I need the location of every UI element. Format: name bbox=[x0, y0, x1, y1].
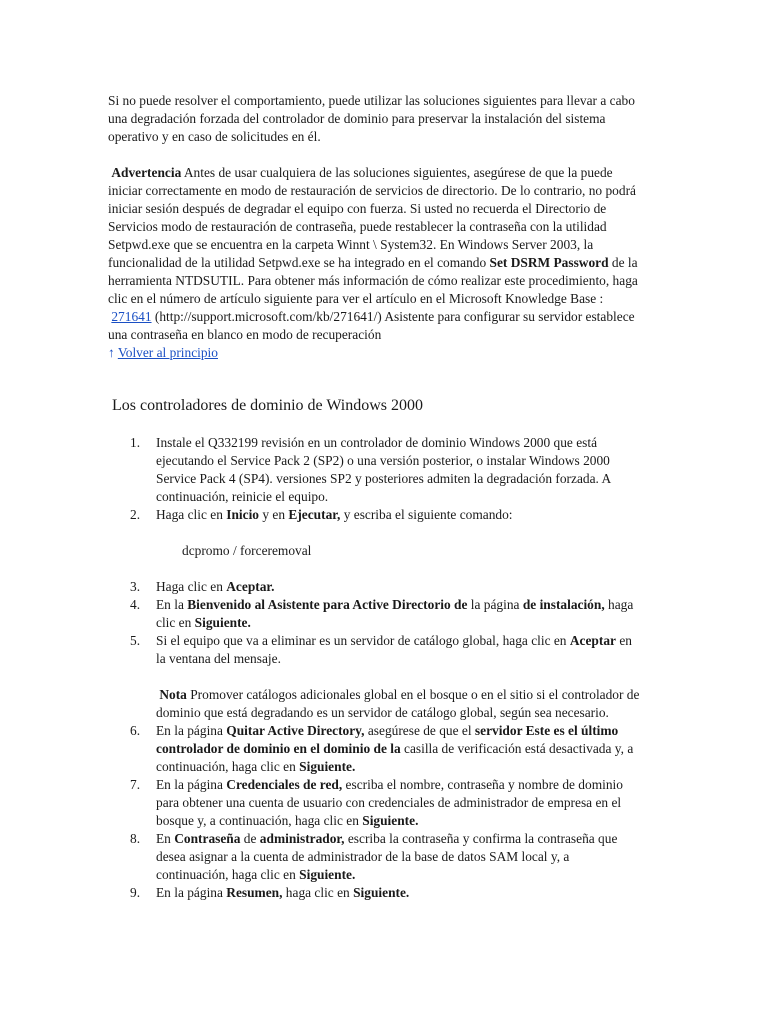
step-text: escriba el nombre, contraseña y nombre de dominio para obtener una cuenta de usuario con credenciales de administrador de empresa en el bosque y, a continuación, haga clic en bbox=[156, 777, 623, 828]
step-text: Haga clic en bbox=[156, 579, 227, 594]
steps-list bbox=[130, 434, 640, 902]
step-bold: Aceptar bbox=[569, 633, 616, 648]
step-text: Instale el Q332199 revisión en un controlador de dominio Windows 2000 que está ejecutando el Service Pack 2 (SP2) o una versión posterior, o instalar Windows 2000 Service Pack 4 (SP4). versiones SP2 y posteriores admiten la degradación forzada. A continuación, reinicie el equipo. bbox=[156, 435, 611, 504]
step-text: En la bbox=[156, 597, 188, 612]
warning-text-2: de la herramienta NTDSUTIL. Para obtener más información de cómo realizar este procedimiento, haga clic en el número de artículo siguiente para ver el artículo en el Microsoft Knowledge Base : bbox=[108, 255, 638, 306]
list-item bbox=[130, 578, 640, 596]
step-text: la página bbox=[467, 597, 523, 612]
step-number: 1. bbox=[130, 435, 141, 450]
step-bold: Siguiente. bbox=[299, 867, 356, 882]
kb-description: (http://support.microsoft.com/kb/271641/) Asistente para configurar su servidor establece una contraseña en blanco en modo de recuperación bbox=[108, 309, 635, 342]
list-item bbox=[130, 884, 640, 902]
warning-text-1: Antes de usar cualquiera de las soluciones siguientes, asegúrese de que la puede iniciar correctamente en modo de restauración de servicios de directorio. De lo contrario, no podrá iniciar sesión después de degradar el equipo con fuerza. Si usted no recuerda el Directorio de Servicios modo de restauración de contraseña, puede restablecer la contraseña con la utilidad Setpwd.exe que se encuentra en la carpeta Winnt \ System32. En Windows Server 2003, la funcionalidad de la utilidad Setpwd.exe se ha integrado en el comando bbox=[108, 165, 636, 270]
step-bold: Siguiente. bbox=[299, 759, 356, 774]
list-item bbox=[130, 722, 640, 776]
command-text: dcpromo / forceremoval bbox=[182, 543, 312, 558]
step-number: 3. bbox=[130, 579, 141, 594]
step-bold: Resumen, bbox=[226, 885, 283, 900]
intro-paragraph: Si no puede resolver el comportamiento, puede utilizar las soluciones siguientes para llevar a cabo una degradación forzada del controlador de dominio para preservar la instalación del sistema operativo y en caso de solicitudes en él. bbox=[108, 93, 635, 144]
step-text: Haga clic en bbox=[156, 507, 227, 522]
step-bold: Bienvenido al Asistente para Active Directorio de bbox=[187, 597, 468, 612]
dsrm-command: Set DSRM Password bbox=[489, 255, 609, 270]
step-text: escriba la contraseña y confirma la contraseña que desea asignar a la cuenta de administrador de la base de datos SAM local y, a continuación, haga clic en bbox=[156, 831, 618, 882]
up-arrow-icon: ↑ bbox=[108, 345, 115, 360]
step-bold: Siguiente. bbox=[353, 885, 410, 900]
step-bold: Ejecutar, bbox=[288, 507, 341, 522]
step-number: 4. bbox=[130, 597, 141, 612]
step-text: Si el equipo que va a eliminar es un servidor de catálogo global, haga clic en bbox=[156, 633, 570, 648]
step-text: haga clic en bbox=[282, 885, 354, 900]
step-text: de bbox=[240, 831, 260, 846]
step-text: y en bbox=[259, 507, 289, 522]
step-bold: Inicio bbox=[226, 507, 260, 522]
step-bold: Contraseña bbox=[174, 831, 241, 846]
step-bold: Siguiente. bbox=[362, 813, 419, 828]
note-text: Promover catálogos adicionales global en el bosque o en el sitio si el controlador de dominio que está degradando es un servidor de catálogo global, según sea necesario. bbox=[156, 687, 640, 720]
step-text: casilla de verificación está desactivada y, a continuación, haga clic en bbox=[156, 741, 634, 774]
list-item bbox=[130, 434, 640, 506]
list-item bbox=[130, 632, 640, 722]
step-number: 9. bbox=[130, 885, 141, 900]
step-bold: Aceptar. bbox=[226, 579, 275, 594]
step-bold: de instalación, bbox=[522, 597, 605, 612]
section-title: Los controladores de dominio de Windows 2000 bbox=[112, 397, 424, 414]
step-number: 7. bbox=[130, 777, 141, 792]
step-text: en la ventana del mensaje. bbox=[156, 633, 632, 666]
step-bold: Quitar Active Directory, bbox=[226, 723, 365, 738]
step-text: En la página bbox=[156, 723, 227, 738]
note-paragraph bbox=[156, 686, 640, 722]
step-bold: Credenciales de red, bbox=[226, 777, 343, 792]
step-text: En la página bbox=[156, 777, 227, 792]
list-item bbox=[130, 596, 640, 632]
list-item bbox=[130, 830, 640, 884]
step-text: En la página bbox=[156, 885, 227, 900]
list-item bbox=[130, 506, 640, 560]
note-label: Nota bbox=[159, 687, 187, 702]
step-bold: Siguiente. bbox=[194, 615, 251, 630]
warning-label: Advertencia bbox=[111, 165, 182, 180]
step-text: En bbox=[156, 831, 175, 846]
step-bold: administrador, bbox=[259, 831, 345, 846]
kb-article-link[interactable]: 271641 bbox=[111, 309, 152, 324]
step-number: 5. bbox=[130, 633, 141, 648]
back-to-top bbox=[108, 344, 638, 362]
back-to-top-link[interactable]: Volver al principio bbox=[117, 345, 218, 360]
step-number: 6. bbox=[130, 723, 141, 738]
step-text: asegúrese de que el bbox=[364, 723, 475, 738]
step-bold: servidor Este es el último controlador de dominio en el dominio de la bbox=[156, 723, 619, 756]
step-text: y escriba el siguiente comando: bbox=[340, 507, 513, 522]
step-number: 2. bbox=[130, 507, 141, 522]
step-text: haga clic en bbox=[156, 597, 634, 630]
document-body bbox=[108, 92, 638, 362]
list-item bbox=[130, 776, 640, 830]
step-number: 8. bbox=[130, 831, 141, 846]
warning-paragraph bbox=[108, 164, 638, 344]
